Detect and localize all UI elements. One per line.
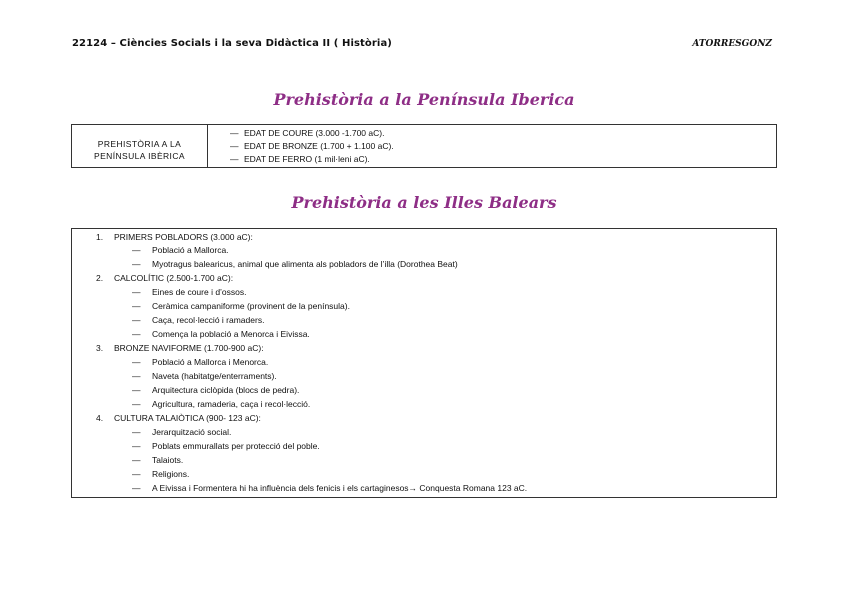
group-heading-text: CALCOLÍTIC (2.500-1.700 aC): [114, 273, 234, 283]
list-item [132, 300, 350, 312]
list-item-text: Talaiots. [152, 455, 184, 465]
list-item [132, 314, 264, 326]
list-item [132, 454, 183, 466]
group-number: 4. [96, 413, 104, 423]
list-item [132, 482, 527, 494]
list-item [132, 356, 268, 368]
list-item-text: Agricultura, ramaderia, caça i recol·lecció. [152, 399, 311, 409]
dash-bullet-icon: — [132, 385, 141, 395]
list-item-text: Població a Mallorca. [152, 245, 229, 255]
list-item [132, 468, 189, 480]
list-item-text: Comença la població a Menorca i Eivissa. [152, 329, 310, 339]
dash-bullet-icon: — [230, 140, 239, 151]
period-item [230, 127, 776, 140]
dash-bullet-icon: — [132, 301, 141, 311]
list-item [132, 384, 299, 396]
list-item [132, 328, 310, 340]
period-item-text: EDAT DE FERRO (1 mil·leni aC). [244, 153, 370, 164]
dash-bullet-icon: — [132, 357, 141, 367]
group-heading [96, 412, 261, 424]
list-item [132, 286, 247, 298]
group-heading [96, 342, 264, 354]
list-item-text: Naveta (habitatge/enterraments). [152, 371, 277, 381]
list-item-text: Caça, recol·lecció i ramaders. [152, 315, 265, 325]
dash-bullet-icon: — [132, 483, 141, 493]
dash-bullet-icon: — [132, 469, 141, 479]
list-item-text: Myotragus balearicus, animal que alimenta als pobladors de l’illa (Dorothea Beat) [152, 259, 458, 269]
periods-table-label [72, 125, 208, 168]
list-item-text: Poblats emmurallats per protecció del poble. [152, 441, 320, 451]
dash-bullet-icon: — [132, 441, 141, 451]
dash-bullet-icon: — [132, 427, 141, 437]
group-number: 3. [96, 343, 104, 353]
periods-table-items [208, 125, 777, 168]
list-item-text: Religions. [152, 469, 190, 479]
dash-bullet-icon: — [132, 455, 141, 465]
group-number: 1. [96, 232, 104, 242]
period-item-text: EDAT DE BRONZE (1.700 + 1.100 aC). [244, 140, 394, 151]
periods-label-line-1: PREHISTÒRIA A LA [97, 139, 182, 149]
list-item [132, 244, 229, 256]
document-header-title: 22124 – Ciències Socials i la seva Didàctica II ( Història) [72, 38, 392, 49]
dash-bullet-icon: — [132, 315, 141, 325]
dash-bullet-icon: — [132, 371, 141, 381]
list-item [132, 426, 231, 438]
group-heading-text: BRONZE NAVIFORME (1.700-900 aC): [114, 343, 264, 353]
list-item-text: Jerarquització social. [152, 427, 232, 437]
period-item-text: EDAT DE COURE (3.000 -1.700 aC). [244, 127, 385, 138]
dash-bullet-icon: — [132, 245, 141, 255]
section-title-balears: Prehistòria a les Illes Balears [291, 193, 557, 212]
dash-bullet-icon: — [230, 127, 239, 138]
list-item-text: A Eivissa i Formentera hi ha influència dels fenicis i els cartaginesos→ Conquesta Romana 123 aC. [152, 483, 528, 493]
period-item [230, 153, 776, 166]
document-author: ATORRESGONZ [692, 39, 772, 49]
list-item-text: Eines de coure i d’ossos. [152, 287, 247, 297]
group-heading-text: CULTURA TALAIÒTICA (900- 123 aC): [114, 413, 261, 423]
list-item-text: Arquitectura ciclòpida (blocs de pedra). [152, 385, 300, 395]
periods-table [71, 124, 777, 168]
balears-outline-box [71, 228, 777, 498]
group-heading-text: PRIMERS POBLADORS (3.000 aC): [114, 232, 253, 242]
period-item [230, 140, 776, 153]
section-title-peninsula: Prehistòria a la Península Iberica [273, 90, 575, 109]
dash-bullet-icon: — [132, 259, 141, 269]
dash-bullet-icon: — [230, 153, 239, 164]
list-item-text: Població a Mallorca i Menorca. [152, 357, 269, 367]
dash-bullet-icon: — [132, 287, 141, 297]
list-item [132, 258, 458, 270]
group-heading [96, 231, 253, 243]
group-number: 2. [96, 273, 104, 283]
dash-bullet-icon: — [132, 399, 141, 409]
group-heading [96, 272, 233, 284]
list-item [132, 398, 310, 410]
dash-bullet-icon: — [132, 329, 141, 339]
periods-label-line-2: PENÍNSULA IBÈRICA [94, 151, 185, 161]
list-item [132, 440, 320, 452]
list-item [132, 370, 277, 382]
list-item-text: Ceràmica campaniforme (provinent de la península). [152, 301, 350, 311]
